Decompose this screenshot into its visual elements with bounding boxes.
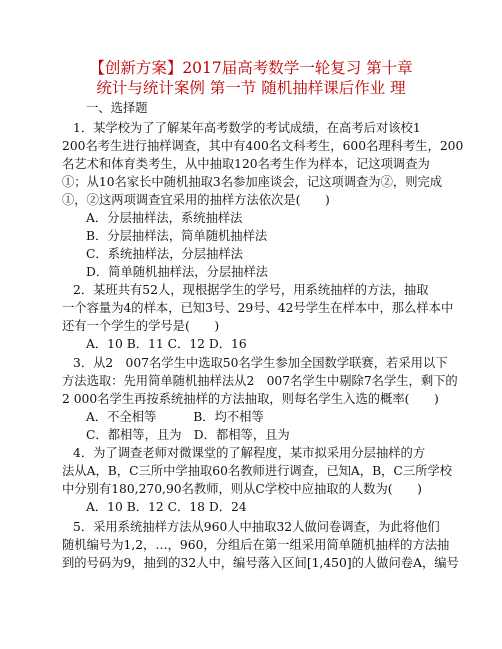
q3-options-cd: C．都相等，且为 D．都相等，且为 — [86, 428, 290, 442]
q1-option-d: D．简单随机抽样法，分层抽样法 — [86, 265, 269, 279]
q4-line-2: 法从A，B，C三所中学抽取60名教师进行调查，已知A，B，C三所学校 — [62, 464, 453, 478]
q2-line-1: 2．某班共有52人，现根据学生的学号，用系统抽样的方法，抽取 — [73, 283, 429, 297]
q5-line-1: 5．采用系统抽样方法从960人中抽取32人做问卷调查，为此将他们 — [73, 520, 440, 534]
q3-line-1: 3．从2 007名学生中选取50名学生参加全国数学联赛，若采用以下 — [73, 356, 448, 370]
q5-line-2: 随机编号为1,2，…，960，分组后在第一组采用简单随机抽样的方法抽 — [62, 538, 450, 552]
doc-title-line-2: 统计与统计案例 第一节 随机抽样课后作业 理 — [96, 79, 406, 97]
q1-option-c: C．系统抽样法，分层抽样法 — [86, 247, 243, 261]
q3-line-2: 方法选取：先用简单随机抽样法从2 007名学生中剔除7名学生，剩下的 — [62, 374, 458, 388]
q3-options-ab: A．不全相等 B．均不相等 — [86, 410, 264, 424]
section-heading: 一、选择题 — [86, 101, 148, 115]
doc-title-line-1: 【创新方案】2017届高考数学一轮复习 第十章 — [89, 59, 413, 77]
q4-options: A．10 B．12 C．18 D．24 — [86, 500, 247, 514]
q2-line-2: 一个容量为4的样本，已知3号、29号、42号学生在样本中，那么样本中 — [62, 301, 454, 315]
q1-line-5: ①，②这两项调查宜采用的抽样方法依次是( ) — [62, 193, 330, 207]
q1-option-b: B．分层抽样法，简单随机抽样法 — [86, 229, 268, 243]
q1-line-1: 1．某学校为了了解某年高考数学的考试成绩，在高考后对该校1 — [73, 121, 421, 135]
q1-line-2: 200名考生进行抽样调查，其中有400名文科考生，600名理科考生，200 — [62, 139, 464, 153]
q2-line-3: 还有一个学生的学号是( ) — [62, 319, 220, 333]
q4-line-1: 4．为了调查老师对微课堂的了解程度，某市拟采用分层抽样的方 — [73, 446, 426, 460]
q3-line-3: 2 000名学生再按系统抽样的方法抽取，则每名学生入选的概率( ) — [62, 392, 439, 406]
q1-line-4: ①；从10名家长中随机抽取3名参加座谈会，记这项调查为②，则完成 — [62, 175, 443, 189]
q2-options: A．10 B．11 C．12 D．16 — [86, 337, 247, 351]
q5-line-3: 到的号码为9，抽到的32人中，编号落入区间[1,450]的人做问卷A，编号 — [62, 556, 459, 570]
q1-line-3: 名艺术和体育类考生，从中抽取120名考生作为样本，记这项调查为 — [62, 157, 430, 171]
q1-option-a: A．分层抽样法，系统抽样法 — [86, 211, 243, 225]
q4-line-3: 中分别有180,270,90名教师，则从C学校中应抽取的人数为( ) — [62, 482, 422, 496]
